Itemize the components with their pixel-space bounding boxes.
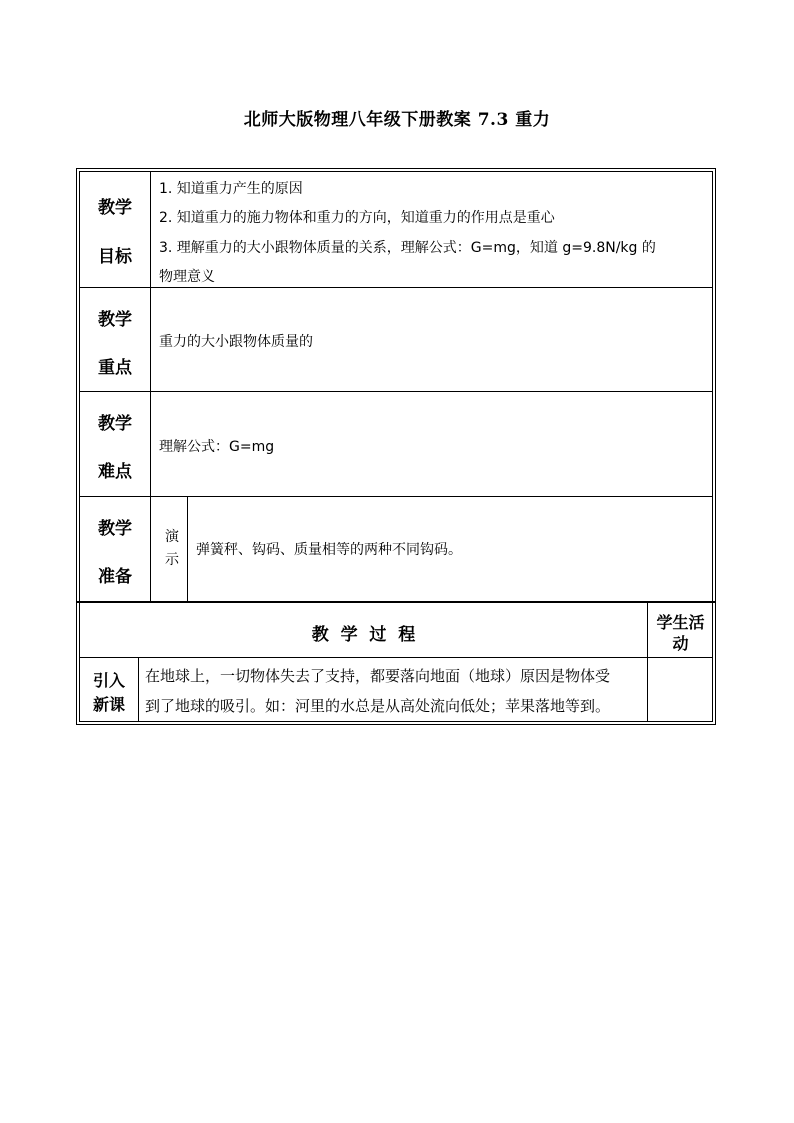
sublabel-column-divider — [187, 496, 188, 601]
row-divider-preparation — [76, 601, 716, 603]
student-activity-header-bottom: 动 — [672, 634, 689, 653]
intro-label-column-divider — [138, 657, 139, 722]
row-divider-goals — [79, 287, 713, 288]
row-divider-process-header — [79, 657, 713, 658]
row-divider-difficulties — [79, 496, 713, 497]
intro-label-bottom: 新课 — [92, 695, 125, 714]
label-column-divider — [150, 171, 151, 601]
preparation-sublabel-top: 演 — [165, 529, 179, 545]
preparation-content: 弹簧秤、钩码、质量相等的两种不同钩码。 — [196, 542, 462, 558]
goal-item-2: 2. 知道重力的施力物体和重力的方向，知道重力的作用点是重心 — [159, 210, 555, 226]
keypoints-content: 重力的大小跟物体质量的 — [159, 334, 313, 350]
goals-label-top: 教学 — [98, 198, 132, 218]
preparation-label-bottom: 准备 — [98, 567, 132, 587]
goals-label-bottom: 目标 — [98, 247, 132, 267]
intro-text-line-1: 在地球上，一切物体失去了支持，都要落向地面（地球）原因是物体受 — [145, 667, 611, 685]
student-activity-header-top: 学生活 — [656, 613, 705, 632]
row-divider-keypoints — [79, 391, 713, 392]
keypoints-label-bottom: 重点 — [98, 358, 132, 378]
difficulties-label-top: 教学 — [98, 414, 132, 434]
goal-item-3-continued: 物理意义 — [159, 269, 215, 285]
document-title: 北师大版物理八年级下册教案 7.3 重力 — [243, 110, 551, 130]
intro-text-line-2: 到了地球的吸引。如：河里的水总是从高处流向低处；苹果落地等到。 — [145, 697, 611, 715]
preparation-label-top: 教学 — [98, 519, 132, 539]
goal-item-3: 3. 理解重力的大小跟物体质量的关系，理解公式：G=mg，知道 g=9.8N/kg 的 — [159, 240, 656, 256]
difficulties-label-bottom: 难点 — [98, 462, 132, 482]
difficulties-content: 理解公式：G=mg — [159, 439, 275, 455]
goal-item-1: 1. 知道重力产生的原因 — [159, 181, 303, 197]
process-header: 教 学 过 程 — [311, 625, 416, 645]
intro-label-top: 引入 — [92, 671, 125, 690]
keypoints-label-top: 教学 — [98, 310, 132, 330]
preparation-sublabel-bottom: 示 — [165, 552, 179, 568]
